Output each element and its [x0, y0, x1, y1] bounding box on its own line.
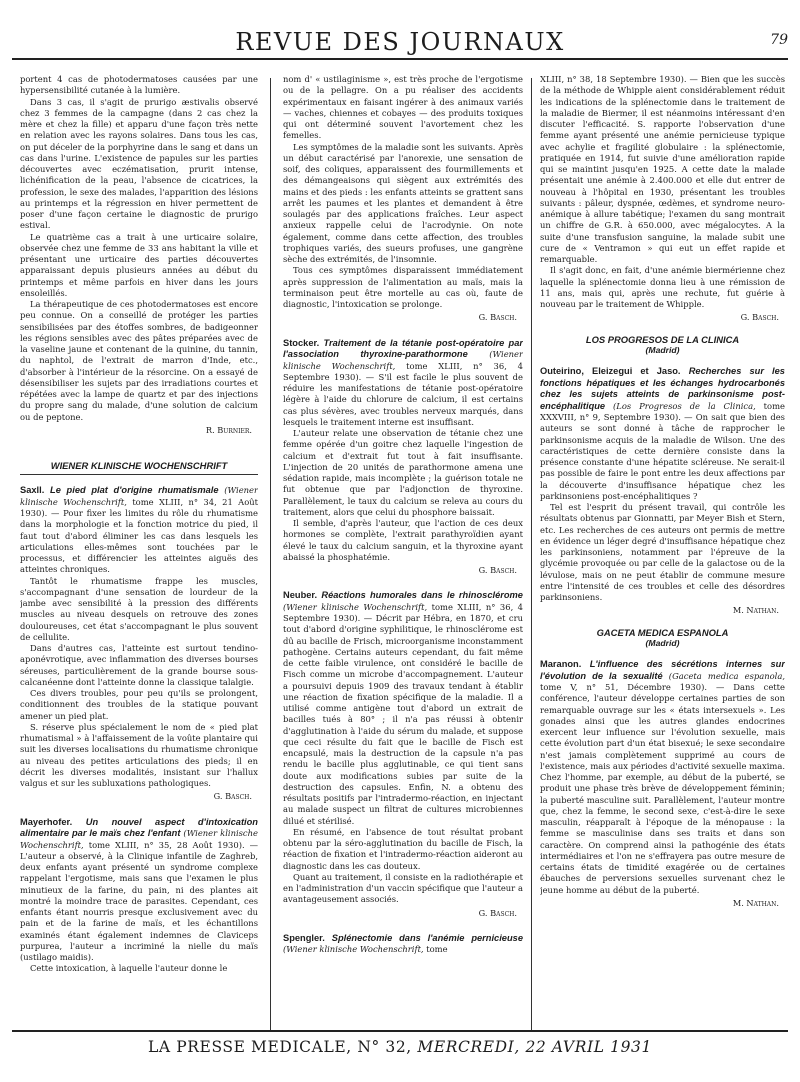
article-title: Recherches sur les fonctions hépatiques et les échanges hydrocarbonés chez les sujets atteints de parkinsonisme post-encéphalitique: [540, 366, 785, 411]
article-reference-detail: tome: [426, 944, 448, 955]
paragraph: Il s'agit donc, en fait, d'une anémie biermérienne chez laquelle la splénectomie donna lieu à une rémission de 11 ans, mais qui, après une rechute, fut guérie à nouveau par le traitement de Whipple.: [540, 265, 785, 309]
column-2: [283, 74, 523, 1029]
article-reference: (Wiener klinische Wochenschrift,: [20, 828, 258, 850]
footer-text: [12, 1038, 788, 1056]
article-header: [283, 933, 523, 956]
author-signature: G. Basch.: [213, 791, 252, 802]
article-body: — S'il est facile le plus souvent de réduire les manifestations de tétanie post-opératoire légère à l'aide du chlorure de calcium, il est certains cas plus sévères, avec troubles nerveux marqués, dans lesquels le traitement interne est insuffisant.: [283, 371, 523, 427]
paragraph: Dans d'autres cas, l'atteinte est surtout tendino-aponévrotique, avec inflammation des diverses bourses séreuses, particulièrement de la grande bourse sous-calcanéenne dont l'atteinte donne la classique talalgie.: [20, 643, 258, 687]
article-title: Le pied plat d'origine rhumatismale: [50, 485, 219, 496]
article-author: Outeirino, Eleizegui et Jaso.: [540, 366, 681, 376]
column-3: [540, 74, 785, 1029]
article-reference: (Wiener klinische Wochenschrift,: [283, 349, 523, 371]
paragraph: Ces divers troubles, pour peu qu'ils se prolongent, conditionnent des troubles de la statique pouvant amener un pied plat.: [20, 688, 258, 721]
article-author: Spengler.: [283, 932, 325, 943]
article-reference-detail: tome V, n° 51, Décembre 1930).: [540, 682, 708, 692]
page-header: [12, 20, 788, 60]
paragraph: Dans 3 cas, il s'agit de prurigo æstivalis observé chez 3 femmes de la campagne (dans 2 cas chez la mère et chez la fille) et apparu d'une façon très nette en relation avec les rayons solaires. Dans tous les cas, on put déceler de la porphyrine dans le sang et dans un cas dans l'urine. L'existence de papules sur les parties découvertes avec eczématisation, prurit intense, lichénification de la peau, l'absence de cicatrices, la profession, le sexe des malades, l'apparition des lésions au printemps et la régression en hiver permettent de poser d'une façon certaine le diagnostic de prurigo estival.: [20, 96, 258, 231]
article-body: — On sait que bien des auteurs se sont donné à tâche de rapprocher le parkinsonisme acquis de la maladie de Wilson. Une des caractéristiques de cette dernière consiste dans la présence constante d'une hépatite scléreuse. Ne serait-il pas possible de faire le pont entre les deux affections par la découverte d'insuffisance hépatique chez les parkinsoniens post-encéphalitiques ?: [540, 412, 785, 501]
article-body: — L'auteur a observé, à la Clinique infantile de Zaghreb, deux enfants ayant présenté un syndrome complexe rappelant l'ergotisme, mais sans que l'examen le plus minutieux de la farine, du pain, ni des plantes ait montré la moindre trace de parasites. Cependant, ces enfants étant nourris presque exclusivement avec du pain et de la farine de maïs, et les échantillons examinés étant également indemnes de Claviceps purpurea, l'auteur a incriminé la nielle du maïs (ustilago maidis).: [20, 839, 258, 962]
section-heading: WIENER KLINISCHE WOCHENSCHRIFT: [50, 460, 228, 471]
author-signature: M. Nathan.: [732, 605, 779, 616]
article-reference: (Wiener klinische Wochenschrift,: [283, 944, 424, 955]
paragraph: Quant au traitement, il consiste en la radiothérapie et en l'administration d'un vaccin spécifique que l'auteur a avantageusement associés.: [283, 871, 523, 905]
section-rule: [20, 474, 258, 475]
section-subheading: (Madrid): [645, 344, 680, 355]
section-subheading: (Madrid): [645, 637, 680, 648]
article-header: [283, 590, 523, 827]
footer-issue: N° 32,: [357, 1038, 412, 1056]
author-signature: G. Basch.: [740, 312, 779, 323]
paragraph: S. réserve plus spécialement le nom de « pied plat rhumatismal » à l'affaissement de la voûte plantaire qui suit les diverses localisations du rhumatisme chronique au niveau des petites articulations des pieds; il en décrit les diverses modalités, insistant sur l'hallux valgus et sur les subluxations pathologiques.: [20, 721, 258, 788]
article-header: [540, 366, 785, 502]
article-header: [283, 338, 523, 429]
paragraph: Cette intoxication, à laquelle l'auteur donne le: [30, 963, 228, 974]
article-title: Splénectomie dans l'anémie pernicieuse: [331, 932, 523, 943]
paragraph: La thérapeutique de ces photodermatoses est encore peu connue. On a conseillé de protéger les parties sensibilisées par des étoffes sombres, de badigeonner les régions sensibles avec des pâtes préparées avec de la vaseline jaune et contenant de la quinine, du tannin, du naphtol, de l'extrait de marron d'Inde, etc., d'absorber à l'intérieur de la résorcine. On a essayé de désensibiliser les sujets par des irradiations courtes et répétées avec la lampe de quartz et par des injections du propre sang du malade, d'une solution de calcium ou de peptone.: [20, 299, 258, 422]
column-divider-1: [270, 78, 271, 1030]
article-title: Traitement de la tétanie post-opératoire par l'association thyroxine-parathormone: [283, 337, 523, 359]
section-heading: LOS PROGRESOS DE LA CLINICA: [585, 333, 740, 345]
article-reference: (Los Progresos de la Clinica,: [613, 400, 756, 411]
section-heading: GACETA MEDICA ESPANOLA: [596, 626, 729, 638]
paragraph: Les symptômes de la maladie sont les suivants. Après un début caractérisé par l'anorexie, une sensation de soif, des coliques, apparaissent des fourmillements et des démangeaisons qui siègent aux extrémités des mains et des pieds : les enfants atteints se grattent sans arrêt les paumes et les plantes et demandent à être soulagés par des applications fraîches. Leur aspect anxieux rappelle celui de l'acrodynie. On note également, comme dans cette affection, des troubles trophiques variés, des sueurs profuses, une gangrène sèche des extrémités, de l'insomnie.: [283, 141, 523, 264]
page-number: 79: [770, 32, 788, 48]
author-signature: M. Nathan.: [732, 897, 779, 908]
article-header: [20, 485, 258, 575]
footer-date: MERCREDI, 22 AVRIL 1931: [417, 1038, 652, 1056]
article-author: Mayerhofer.: [20, 816, 73, 827]
paragraph: Tel est l'esprit du présent travail, qui contrôle les résultats obtenus par Gionnatti, par Meyer Bish et Stern, etc. Les recherches de ces auteurs ont permis de mettre en évidence un léger degré d'insuffisance hépatique chez les parkinsoniens, notamment par l'épreuve de la glycémie provoquée ou par celle de la galactose ou de la lévulose, mais on ne peut établir de commune mesure entre l'intensité de ces troubles et celle des désordres parkinsoniens.: [540, 502, 785, 602]
article-author: Neuber.: [283, 590, 318, 601]
article-author: Saxll.: [20, 485, 45, 496]
page-footer: [12, 1030, 788, 1060]
paragraph: portent 4 cas de photodermatoses causées par une hypersensibilité cutanée à la lumière.: [20, 74, 258, 96]
paragraph: Tous ces symptômes disparaissent immédiatement après suppression de l'alimentation au maïs, mais la terminaison peut être mortelle au cas où, faute de diagnostic, l'intoxication se prolonge.: [283, 265, 523, 309]
paragraph: En résumé, en l'absence de tout résultat probant obtenu par la séro-agglutination du bacille de Fisch, la réaction de fixation et l'intradermo-réaction aideront au diagnostic dans les cas douteux.: [283, 826, 523, 871]
article-reference-detail: tome XLIII, n° 36, 4 Septembre 1930).: [283, 601, 523, 623]
article-reference-detail: tome XLIII, n° 34, 21 Août 1930).: [20, 496, 258, 518]
paragraph: nom d' « ustilaginisme », est très proche de l'ergotisme ou de la pellagre. On a pu réaliser des accidents expérimentaux en faisant ingérer à des animaux variés — vaches, chiennes et cobayes — des produits toxiques qui ont déterminé souvent l'avortement chez les femelles.: [283, 74, 523, 141]
article-body: — Dans cette conférence, l'auteur développe certaines parties de son remarquable ouvrage sur les « états intersexuels ». Les gonades ainsi que les autres glandes endocrines exercent leur influence sur l'évolution sexuelle, mais cette évolution part d'un état bisexué; le sexe secondaire n'est jamais complètement supprimé au cours de l'existence, mais aux périodes d'activité sexuelle maxima. Chez l'homme, par exemple, au début de la puberté, se produit une phase très brève de développement féminin; la puberté masculine suit. Parallèlement, l'auteur montre que, chez la femme, le second sexe, c'est-à-dire le sexe masculin, réapparaît à l'époque de la ménopause : la femme se masculinise dans ses traits et dans son caractère. On comprend ainsi la pathogénie des états intermédiaires et l'on ne s'effrayera pas outre mesure de certains états de timidité exagérée ou de certaines ébauches de perversions sexuelles survenant chez le jeune homme au début de la puberté.: [540, 682, 785, 895]
article-body: — Décrit par Hébra, en 1870, et cru tout d'abord d'origine syphilitique, le rhinosclérome est dû au bacille de Frisch, microorganisme inconstamment pathogène. Certains auteurs cependant, du fait même de cette faible virulence, ont considéré le bacille de Fisch comme un microbe d'accompagnement. L'auteur a poursuivi depuis 1909 des travaux tendant à établir une réaction de fixation spécifique de la maladie. Il a utilisé comme antigène tout d'abord un extrait de bacilles tués à 80° ; il n'a pas réussi à obtenir d'agglutination à l'aide du sérum du malade, et suppose que ceci résulte du fait que le bacille de Fisch est encapsulé, mais la destruction de la capsule n'a pas rendu le bacille plus agglutinable, ce qui tient sans doute aux modifications subies par suite de la destruction des capsules. Enfin, N. a obtenu des résultats positifs par l'intradermo-réaction, en injectant au malade suspect un filtrat de cultures microbiennes dilué et stérilisé.: [283, 613, 523, 826]
article-reference: (Wiener klinische Wochenschrift,: [20, 485, 258, 507]
paragraph: XLIII, n° 38, 18 Septembre 1930). — Bien que les succès de la méthode de Whipple aient considérablement réduit les indications de la splénectomie dans le traitement de la maladie de Biermer, il est néanmoins intéressant d'en discuter l'efficacité. S. rapporte l'observation d'une femme ayant présenté une anémie pernicieuse typique avec achylie et fragilité globulaire : la splénectomie, pratiquée en 1914, fut suivie d'une amélioration rapide qui se maintint jusqu'en 1925. A cette date la malade présentait une anémie à 2.400.000 et elle dut entrer de nouveau à l'hôpital en 1930, présentant les troubles suivants : pâleur, dyspnée, œdèmes, et syndrome neuro-anémique à allure tabétique; l'examen du sang montrait un chiffre de G.R. à 650.000, avec mégalocytes. A la suite d'une transfusion sanguine, la malade subit une cure de « Ventramon » qui eut un effet rapide et remarquable.: [540, 74, 785, 264]
article-body: — Pour fixer les limites du rôle du rhumatisme dans la morphologie et la fonction motrice du pied, il faut tout d'abord éliminer les cas dans lesquels les articulations elles-mêmes sont touchées par le processus, et différencier les atteintes aiguës des atteintes chroniques.: [20, 508, 258, 575]
author-signature: R. Burnier.: [205, 424, 252, 435]
author-signature: G. Basch.: [478, 565, 517, 575]
footer-rule: [12, 1030, 788, 1032]
author-signature: G. Basch.: [478, 312, 517, 323]
article-author: Stocker.: [283, 337, 320, 348]
article-reference-detail: tome XLIII, n° 35, 28 Août 1930).: [88, 839, 245, 850]
column-divider-2: [531, 78, 532, 1030]
journal-section-title: REVUE DES JOURNAUX: [235, 28, 565, 56]
paragraph: Le quatrième cas a trait à une urticaire solaire, observée chez une femme de 33 ans habitant la ville et présentant une urticaire des parties découvertes apparaissant depuis plusieurs années au début du printemps et même parfois en hiver dans les jours ensoleillés.: [20, 231, 258, 298]
article-reference: (Wiener klinische Wochenschrift,: [283, 601, 428, 612]
article-header: [540, 659, 785, 896]
paragraph: L'auteur relate une observation de tétanie chez une femme opérée d'un goitre chez laquelle l'ingestion de calcium et d'extrait fut tout à fait insuffisante. L'injection de 20 unités de parathormone amena une sédation rapide, mais incomplète ; la guérison totale ne fut obtenue que par l'adjonction de thyroxine. Parallèlement, le taux du calcium se releva au cours du traitement, alors que celui du phosphore baissait.: [283, 428, 523, 517]
author-signature: G. Basch.: [478, 907, 517, 918]
article-reference-detail: tome XXXVIII, n° 9, Septembre 1930).: [540, 400, 785, 422]
article-title: Réactions humorales dans le rhinosclérome: [321, 590, 523, 601]
paragraph: Il semble, d'après l'auteur, que l'action de ces deux hormones se complète, l'extrait parathyroïdien ayant élevé le taux du calcium sanguin, et la thyroxine ayant abaissé la phosphatémie.: [283, 518, 523, 562]
article-title: Un nouvel aspect d'intoxication alimentaire par le maïs chez l'enfant: [20, 816, 258, 838]
article-reference: (Gaceta medica espanola,: [668, 670, 785, 681]
footer-journal: LA PRESSE MEDICALE,: [148, 1038, 352, 1056]
article-author: Maranon.: [540, 659, 582, 669]
article-header: [20, 817, 258, 964]
column-1: [20, 74, 258, 1029]
header-rule: [12, 58, 788, 60]
paragraph: Tantôt le rhumatisme frappe les muscles, s'accompagnant d'une sensation de lourdeur de la jambe avec sensibilité à la pression des différents muscles au niveau desquels on retrouve des zones douloureuses, cet état s'accompagnant le plus souvent de cellulite.: [20, 575, 258, 642]
article-title: L'influence des sécrétions internes sur l'évolution de la sexualité: [540, 659, 785, 681]
article-reference-detail: tome XLIII, n° 36, 4 Septembre 1930).: [283, 360, 523, 382]
